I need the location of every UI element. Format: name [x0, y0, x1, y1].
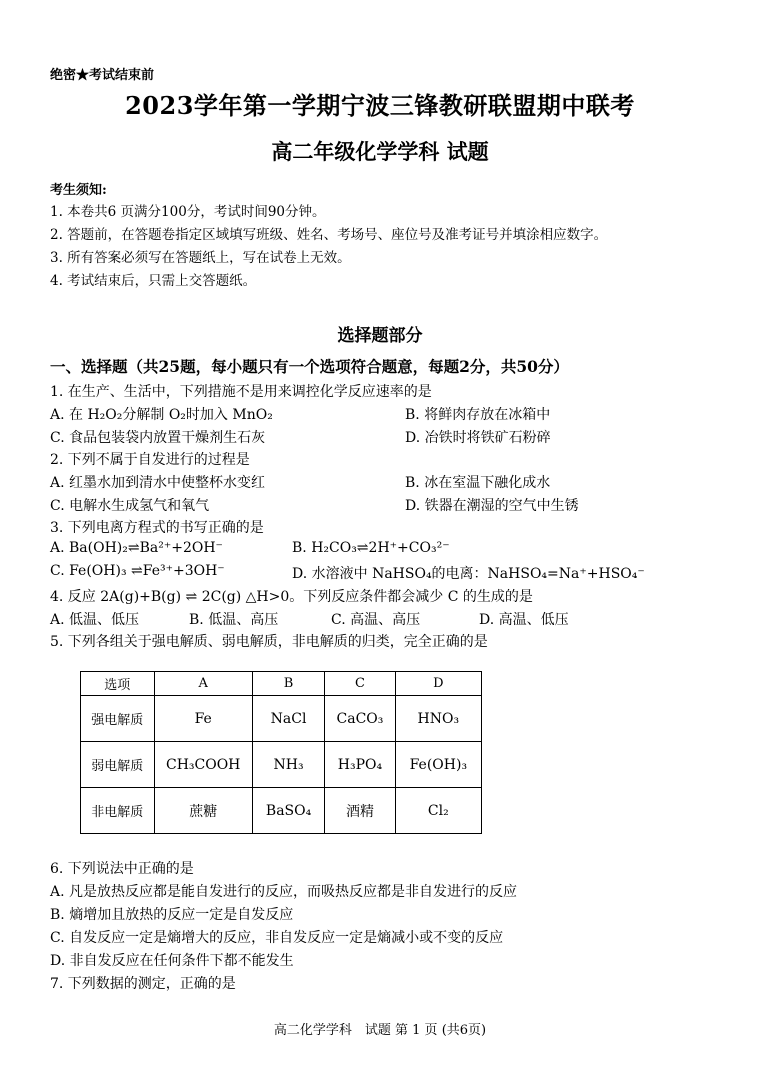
- confidential-mark: 绝密★考试结束前: [50, 68, 155, 83]
- table-header-cell: 选项: [81, 672, 155, 696]
- table-row: [81, 696, 482, 742]
- page-footer: 高二化学学科 试题 第 1 页 (共6页): [273, 1023, 487, 1038]
- question-4-option-c: C. 高温、高压: [331, 612, 421, 628]
- question-7-stem: 7. 下列数据的测定，正确的是: [50, 976, 236, 992]
- notice-heading: 考生须知:: [50, 183, 107, 198]
- question-3-stem: 3. 下列电离方程式的书写正确的是: [50, 520, 264, 536]
- notice-item: 1. 本卷共6 页满分100分，考试时间90分钟。: [50, 204, 326, 220]
- question-4-option-d: D. 高温、低压: [479, 612, 569, 628]
- part-title: 选择题部分: [337, 326, 423, 346]
- table-cell: H₃PO₄: [325, 742, 395, 788]
- table-cell: 蔗糖: [154, 788, 252, 834]
- question-6-option-a: A. 凡是放热反应都是能自发进行的反应，而吸热反应都是非自发进行的反应: [50, 884, 518, 900]
- table-row: [81, 742, 482, 788]
- question-6-stem: 6. 下列说法中正确的是: [50, 861, 194, 877]
- question-6-option-c: C. 自发反应一定是熵增大的反应，非自发反应一定是熵减小或不变的反应: [50, 930, 504, 946]
- question-1-option-b: B. 将鲜肉存放在冰箱中: [405, 407, 551, 423]
- table-cell: NaCl: [252, 696, 324, 742]
- question-6-option-d: D. 非自发反应在任何条件下都不能发生: [50, 953, 294, 969]
- question-1-option-a: A. 在 H₂O₂分解制 O₂时加入 MnO₂: [50, 407, 273, 423]
- question-4-stem: 4. 反应 2A(g)+B(g) ⇌ 2C(g) △H>0。下列反应条件都会减少 C 的生成的是: [50, 589, 533, 605]
- table-cell: NH₃: [252, 742, 324, 788]
- question-2-stem: 2. 下列不属于自发进行的过程是: [50, 452, 250, 468]
- table-cell: 强电解质: [81, 696, 155, 742]
- question-3-option-c: C. Fe(OH)₃ ⇌Fe³⁺+3OH⁻: [50, 563, 225, 579]
- question-1-stem: 1. 在生产、生活中，下列措施不是用来调控化学反应速率的是: [50, 384, 432, 400]
- question-3-option-d: D. 水溶液中 NaHSO₄的电离：NaHSO₄=Na⁺+HSO₄⁻: [292, 566, 645, 582]
- notice-item: 3. 所有答案必须写在答题纸上，写在试卷上无效。: [50, 250, 351, 266]
- table-cell: Fe: [154, 696, 252, 742]
- question-3-option-b: B. H₂CO₃⇌2H⁺+CO₃²⁻: [292, 540, 450, 556]
- table-header-cell: B: [252, 672, 324, 696]
- table-cell: Cl₂: [395, 788, 481, 834]
- table-cell: CH₃COOH: [154, 742, 252, 788]
- question-1-option-c: C. 食品包装袋内放置干燥剂生石灰: [50, 430, 266, 446]
- table-header-cell: A: [154, 672, 252, 696]
- question-5-stem: 5. 下列各组关于强电解质、弱电解质，非电解质的归类，完全正确的是: [50, 634, 488, 650]
- table-header-cell: D: [395, 672, 481, 696]
- question-2-option-b: B. 冰在室温下融化成水: [405, 475, 551, 491]
- electrolyte-table: [80, 671, 482, 834]
- question-2-option-a: A. 红墨水加到清水中使整杯水变红: [50, 475, 266, 491]
- question-1-option-d: D. 冶铁时将铁矿石粉碎: [405, 430, 551, 446]
- table-cell: BaSO₄: [252, 788, 324, 834]
- question-2-option-d: D. 铁器在潮湿的空气中生锈: [405, 498, 579, 514]
- question-4-option-b: B. 低温、高压: [189, 612, 279, 628]
- notice-item: 2. 答题前，在答题卷指定区域填写班级、姓名、考场号、座位号及准考证号并填涂相应数字。: [50, 227, 608, 243]
- table-cell: 酒精: [325, 788, 395, 834]
- exam-title: 2023学年第一学期宁波三锋教研联盟期中联考: [125, 91, 635, 120]
- table-header-cell: C: [325, 672, 395, 696]
- table-cell: 非电解质: [81, 788, 155, 834]
- table-cell: 弱电解质: [81, 742, 155, 788]
- table-cell: CaCO₃: [325, 696, 395, 742]
- section-title: 一、选择题（共25题，每小题只有一个选项符合题意，每题2分，共50分）: [50, 357, 569, 376]
- question-3-option-a: A. Ba(OH)₂⇌Ba²⁺+2OH⁻: [50, 540, 223, 556]
- exam-subtitle: 高二年级化学学科 试题: [271, 139, 489, 164]
- question-2-option-c: C. 电解水生成氢气和氧气: [50, 498, 210, 514]
- table-cell: Fe(OH)₃: [395, 742, 481, 788]
- notice-item: 4. 考试结束后，只需上交答题纸。: [50, 273, 257, 289]
- table-cell: HNO₃: [395, 696, 481, 742]
- table-row: [81, 788, 482, 834]
- table-header-row: [81, 672, 482, 696]
- question-6-option-b: B. 熵增加且放热的反应一定是自发反应: [50, 907, 294, 923]
- question-4-option-a: A. 低温、低压: [50, 612, 140, 628]
